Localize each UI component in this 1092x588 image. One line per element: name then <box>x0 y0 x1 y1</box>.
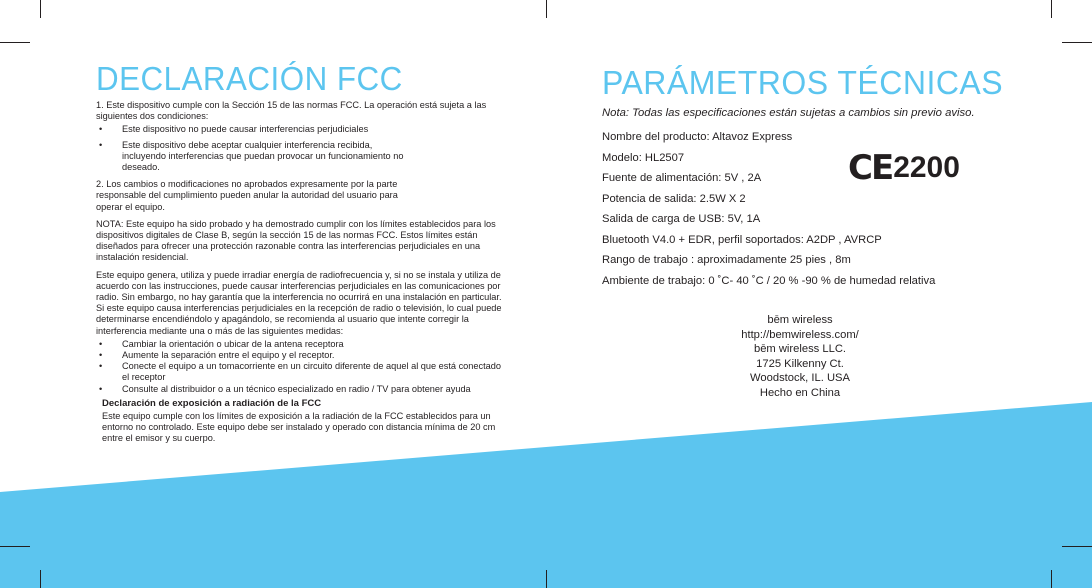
fcc-paragraph-2: 2. Los cambios o modificaciones no aprobados expresamente por la parte responsable del cumplimiento pueden anular la autoridad del usuario para operar el equipo. <box>96 179 398 212</box>
fcc-declaration-section <box>96 62 506 444</box>
spec-item: Salida de carga de USB: 5V, 1A <box>602 213 761 225</box>
manufacturer-contact <box>700 313 900 401</box>
exposure-text: Este equipo cumple con los límites de exposición a la radiación de la FCC establecidos para un entorno no controlado. Este equipo debe ser instalado y operado con distancia mínima de 20 cm entre el emisor y su cuerpo. <box>102 410 496 444</box>
contact-line: 1725 Kilkenny Ct. <box>756 357 844 370</box>
ce-certification-mark <box>848 150 960 186</box>
ce-number: 2200 <box>893 151 960 184</box>
crop-mark <box>40 570 41 588</box>
spec-item: Nombre del producto: Altavoz Express <box>602 131 793 143</box>
bullet: • <box>99 124 103 135</box>
spec-item: Bluetooth V4.0 + EDR, perfil soportados: A2DP , AVRCP <box>602 233 882 246</box>
measure-item: • Conecte el equipo a un tomacorriente en un circuito diferente de aquel al que está conectado el receptor <box>96 361 506 383</box>
fcc-paragraph-3: Este equipo genera, utiliza y puede irradiar energía de radiofrecuencia y, si no se instala y utiliza de acuerdo con las instrucciones, puede causar interferencias perjudiciales en las comunicaciones por radio. Sin embargo, no hay garantía que la interferencia no ocurrirá en una instalación en particular. Si este equipo causa interferencias perjudiciales en la recepción de radio o televisión, lo cual puede determinarse encendiéndolo y apagándolo, se recomienda al usuario que intente corregir la interferencia mediante una o más de las siguientes medidas: <box>96 269 502 336</box>
spec-item: Fuente de alimentación: 5V , 2A <box>602 172 762 184</box>
contact-line: bēm wireless <box>767 314 833 326</box>
crop-mark <box>1051 570 1052 588</box>
contact-line: Woodstock, IL. USA <box>750 372 850 385</box>
contact-line: bēm wireless LLC. <box>753 343 847 356</box>
bullet: • <box>99 338 103 349</box>
contact-line: Hecho en China <box>759 386 841 399</box>
exposure-heading: Declaración de exposición a radiación de la FCC <box>102 397 322 409</box>
spec-note: Nota: Todas las especificaciones están sujetas a cambios sin previo aviso. <box>602 107 975 119</box>
bullet: • <box>99 361 103 372</box>
spec-item: Ambiente de trabajo: 0 ˚C- 40 ˚C / 20 % -90 % de humedad relativa <box>602 274 936 287</box>
bullet: • <box>99 383 103 394</box>
crop-mark <box>1062 42 1092 43</box>
parameters-title: PARÁMETROS TÉCNICAS <box>602 64 1004 101</box>
measure-item: • Aumente la separación entre el equipo y el receptor. <box>96 350 506 361</box>
crop-mark <box>546 0 547 18</box>
crop-mark <box>0 42 30 43</box>
fcc-note: NOTA: Este equipo ha sido probado y ha demostrado cumplir con los límites establecidos para los dispositivos digitales de Clase B, según la sección 15 de las normas FCC. Estos límites están diseñados para ofrecer una protección razonable contra las interferencias perjudiciales en una instalación residencial. <box>96 218 496 263</box>
contact-url: http://bemwireless.com/ <box>741 328 859 341</box>
measure-item: • Cambiar la orientación o ubicar de la antena receptora <box>96 339 506 350</box>
crop-mark <box>546 570 547 588</box>
fcc-title: DECLARACIÓN FCC <box>96 60 403 97</box>
ce-icon: CE <box>848 148 893 188</box>
condition-item: • Este dispositivo no puede causar interferencias perjudiciales <box>96 124 506 135</box>
spec-item: Rango de trabajo : aproximadamente 25 pies , 8m <box>602 254 851 266</box>
crop-mark <box>0 546 30 547</box>
crop-mark <box>40 0 41 18</box>
bullet: • <box>99 139 103 150</box>
crop-mark <box>1062 546 1092 547</box>
spec-item: Modelo: HL2507 <box>602 151 685 164</box>
measure-item: • Consulte al distribuidor o a un técnico especializado en radio / TV para obtener ayuda <box>96 384 506 395</box>
spec-item: Potencia de salida: 2.5W X 2 <box>602 192 746 205</box>
crop-mark <box>1051 0 1052 18</box>
condition-item: • Este dispositivo debe aceptar cualquier interferencia recibida, incluyendo interferencias que puedan provocar un funcionamiento no deseado. <box>96 140 506 174</box>
fcc-paragraph-1: 1. Este dispositivo cumple con la Sección 15 de las normas FCC. La operación está sujeta a las siguientes dos condiciones: <box>96 100 487 122</box>
bullet: • <box>99 350 103 361</box>
